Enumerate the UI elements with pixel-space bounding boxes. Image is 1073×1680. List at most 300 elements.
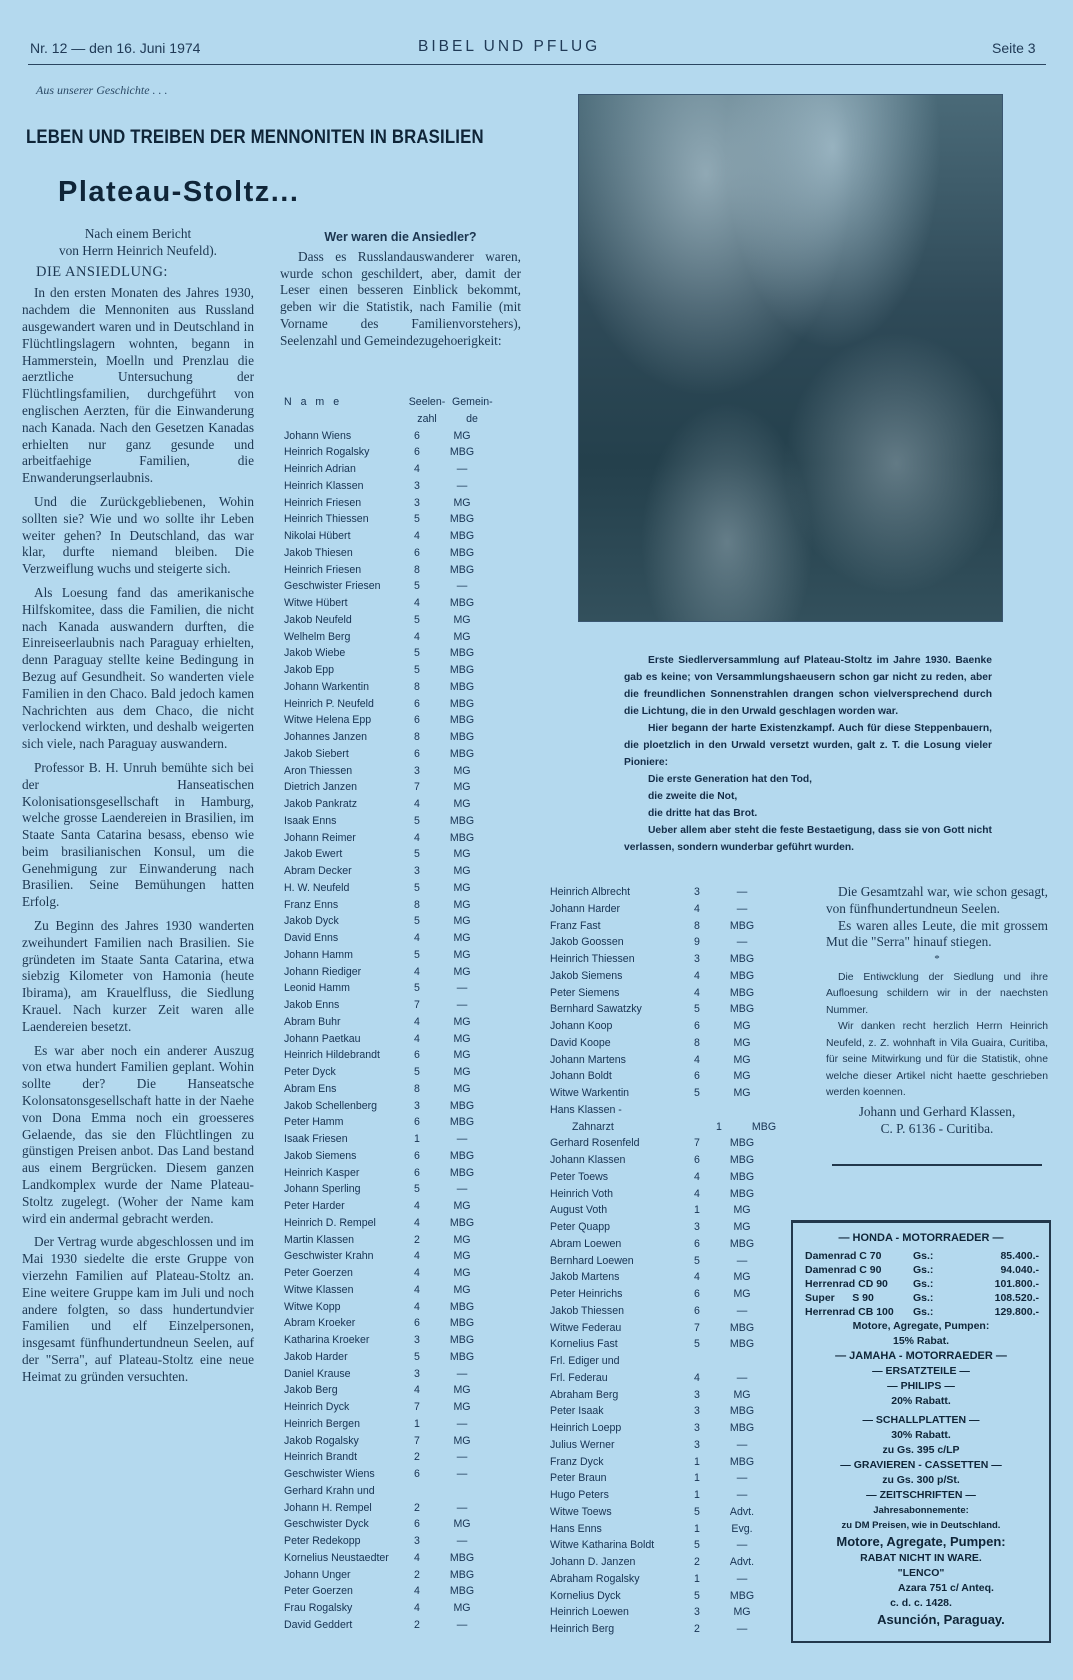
church-affiliation: — (456, 1468, 468, 1480)
table-row (284, 980, 492, 997)
church-affiliation: MG (733, 1204, 751, 1217)
settler-name: Heinrich P. Neufeld (284, 697, 374, 710)
church-affiliation: MBG (449, 747, 475, 760)
currency: Gs.: (913, 1292, 934, 1304)
church-affiliation: MG (453, 1384, 471, 1397)
ad-address: c. d. c. 1428. (890, 1597, 952, 1609)
souls-count: 4 (694, 969, 700, 982)
church-affiliation: — (736, 886, 748, 898)
church-affiliation: Evg. (731, 1522, 753, 1535)
souls-count: 6 (414, 429, 420, 442)
settler-name: Johann H. Rempel (284, 1501, 372, 1514)
settler-name: Heinrich Loepp (550, 1422, 622, 1434)
settlers-list-2 (550, 884, 792, 1638)
souls-count: 5 (414, 982, 420, 995)
table-row (284, 997, 492, 1014)
souls-count: 4 (414, 1384, 420, 1397)
settler-name: Jakob Siemens (284, 1149, 357, 1162)
souls-count: 4 (694, 1271, 700, 1284)
closing-paragraph: Es waren alles Leute, die mit grossem Mut die "Serra" hinauf stiegen. (826, 917, 1048, 950)
settler-name: Johann Reimer (284, 831, 356, 844)
signature-address: C. P. 6136 - Curitiba. (880, 1120, 994, 1136)
souls-count: 5 (414, 1183, 420, 1196)
souls-count: 3 (414, 1535, 420, 1547)
settler-name: Heinrich Rogalsky (284, 446, 370, 459)
church-affiliation: MG (453, 898, 471, 911)
church-affiliation: MG (453, 865, 471, 877)
settlers-table-1 (284, 394, 492, 1634)
settler-name: Jakob Wiebe (284, 647, 346, 660)
settler-name: Abram Loewen (550, 1237, 622, 1250)
settler-name: Witwe Katharina Boldt (550, 1539, 655, 1552)
table-row (284, 1081, 492, 1098)
table-row (284, 629, 492, 646)
souls-count: 6 (414, 446, 420, 459)
table-row (550, 1521, 792, 1538)
currency: Gs.: (913, 1306, 934, 1318)
paragraph: Professor B. H. Unruh bemühte sich bei der Hanseatischen Kolonisationsgesellschaft in Hamburg, welche grosse Laendereien in Brasilien, im Staate Santa Catarina besass, ebenso wie beim brasilianischen Konsul, um die Genehmigung zur Einwanderung nach Brasilien. Seine Bemühungen hatten Erfolg. (22, 759, 254, 910)
ad-company: "LENCO" (897, 1567, 945, 1579)
settler-name: Geschwister Friesen (284, 580, 381, 593)
settler-name: Julius Werner (550, 1438, 615, 1451)
church-affiliation: MBG (729, 919, 755, 932)
church-affiliation: MG (733, 1087, 751, 1099)
verse-line: die dritte hat das Brot. (648, 808, 758, 819)
table-row (550, 1269, 792, 1286)
table-row (284, 1617, 492, 1634)
settler-name: Heinrich Friesen (284, 496, 362, 509)
ad-line: — GRAVIEREN - CASSETTEN — (840, 1459, 1002, 1471)
church-affiliation: MG (453, 1032, 471, 1045)
settler-name: David Koope (550, 1036, 611, 1049)
souls-count: 3 (414, 865, 420, 877)
settler-name: Johann Wiens (284, 429, 352, 442)
table-row (284, 1433, 492, 1450)
settler-name: Hans Klassen - (550, 1103, 622, 1116)
souls-count: 3 (414, 1367, 420, 1380)
church-affiliation (714, 1353, 770, 1370)
souls-count: 4 (694, 1053, 700, 1066)
church-affiliation: MBG (449, 563, 475, 576)
photo-caption (624, 652, 992, 856)
closing-paragraph: Wir danken recht herzlich Herrn Heinrich Neufeld, z. Z. wohnhaft in Vila Guaira, Curitiba, für seine Mitwirkung und für die Statistik, ohne welche dieser Artikel nicht haette geschrieben werden koennen. (826, 1021, 1048, 1099)
church-affiliation: MG (453, 1082, 471, 1095)
church-affiliation: MBG (449, 446, 475, 459)
church-affiliation: MG (453, 1602, 471, 1614)
currency: Gs.: (913, 1250, 934, 1262)
church-affiliation: MG (453, 1283, 471, 1296)
church-affiliation: MBG (729, 1003, 755, 1016)
table-row (284, 813, 492, 830)
table-row (550, 1052, 792, 1069)
ad-line: Jahresabonnemente: (873, 1505, 969, 1516)
souls-count: 3 (694, 1405, 700, 1418)
church-affiliation: — (456, 1417, 468, 1430)
church-affiliation: — (456, 1535, 468, 1547)
table-row (550, 1353, 792, 1370)
church-affiliation (714, 1102, 770, 1119)
church-affiliation: MBG (449, 664, 475, 676)
model-name: Super S 90 (805, 1292, 874, 1304)
church-affiliation: MG (453, 915, 471, 928)
souls-count: 4 (414, 530, 420, 542)
table-row (284, 1516, 492, 1533)
souls-count: 2 (694, 1556, 700, 1568)
church-affiliation: MBG (449, 1166, 475, 1179)
column-header-church: Gemein- (452, 396, 493, 408)
currency: Gs.: (913, 1264, 934, 1276)
souls-count: 7 (694, 1321, 700, 1334)
table-row (550, 1403, 792, 1420)
settler-name: Witwe Kopp (284, 1300, 341, 1313)
settler-name: Jakob Goossen (550, 936, 624, 949)
church-affiliation: MG (453, 932, 471, 944)
settler-name: Gerhard Krahn und (284, 1484, 375, 1497)
souls-count: 4 (414, 1283, 420, 1296)
settler-name: Peter Goerzen (284, 1585, 353, 1598)
table-row (284, 1031, 492, 1048)
price-row (805, 1277, 1039, 1291)
church-affiliation: — (736, 902, 748, 915)
church-affiliation: MBG (449, 1116, 475, 1129)
table-row (284, 1198, 492, 1215)
price-value: 85.400.- (1000, 1250, 1039, 1262)
settler-name: Gerhard Rosenfeld (550, 1137, 640, 1150)
souls-count: 4 (414, 1300, 420, 1313)
church-affiliation: MBG (449, 831, 475, 844)
souls-count: 5 (414, 580, 420, 593)
settler-name: Witwe Helena Epp (284, 714, 372, 727)
table-row (550, 1186, 792, 1203)
settler-name: Peter Isaak (550, 1405, 604, 1418)
settler-name: Peter Braun (550, 1472, 607, 1485)
church-affiliation: MG (733, 1053, 751, 1066)
souls-count: 5 (694, 1254, 700, 1267)
table-row (284, 729, 492, 746)
settler-name: Johann Warkentin (284, 680, 369, 693)
souls-count: 1 (694, 1489, 700, 1501)
settler-name: Jakob Schellenberg (284, 1099, 378, 1112)
settler-name: Heinrich Thiessen (550, 953, 635, 965)
table-header (284, 394, 492, 411)
model-name: Herrenrad CD 90 (805, 1278, 888, 1290)
souls-count: 5 (694, 1003, 700, 1016)
church-affiliation: MG (453, 948, 471, 961)
table-row (284, 1600, 492, 1617)
ad-line: Motore, Agregate, Pumpen: (852, 1320, 990, 1332)
souls-count: 6 (694, 1154, 700, 1166)
table-row (550, 951, 792, 968)
table-row (550, 1336, 792, 1353)
souls-count: 1 (694, 1472, 700, 1485)
church-affiliation: MG (733, 1288, 751, 1300)
settler-name: Isaak Friesen (284, 1133, 348, 1145)
church-affiliation: MG (453, 1015, 471, 1028)
souls-count: 6 (414, 714, 420, 727)
souls-count: 3 (694, 1422, 700, 1434)
table-row (284, 1349, 492, 1366)
table-row (284, 880, 492, 897)
souls-count: 5 (694, 1539, 700, 1552)
settler-name: David Enns (284, 932, 339, 944)
table-row (284, 796, 492, 813)
price-value: 129.800.- (994, 1306, 1039, 1318)
table-row (284, 679, 492, 696)
settler-name: Peter Toews (550, 1170, 609, 1183)
church-affiliation: MBG (449, 1099, 475, 1112)
souls-count: 1 (694, 1455, 700, 1468)
souls-count: 3 (694, 1606, 700, 1619)
souls-count: 4 (414, 932, 420, 944)
table-row (284, 830, 492, 847)
ad-big-line: Motore, Agregate, Pumpen: (836, 1534, 1006, 1549)
settler-name: Johann Unger (284, 1568, 351, 1581)
table-row (284, 964, 492, 981)
settler-name: Jakob Dyck (284, 915, 339, 928)
settler-name: Geschwister Dyck (284, 1518, 369, 1531)
souls-count: 1 (414, 1133, 420, 1145)
paragraph: Als Loesung fand das amerikanische Hilfskomitee, dass die Familien, die nicht nach Kanada auswandern durften, die Einreiseerlaubnis nach Paraguay erhielten, denn Paraguay stellte keine Bedingung in Bezug auf Gesundheit. So wanderten viele Familien in den Chaco. Bald jedoch kamen Nachrichten aus dem Chaco, die nicht verlockend wirkten, und deshalb weigerten sich viele, nach Paraguay auswandern. (22, 584, 254, 752)
souls-count: 6 (694, 1237, 700, 1250)
settler-name: Hans Enns (550, 1522, 602, 1535)
church-affiliation: MBG (729, 1338, 755, 1351)
settler-name: Leonid Hamm (284, 982, 350, 995)
settler-name: Johann D. Janzen (550, 1556, 636, 1568)
settler-name: Johann Harder (550, 902, 621, 915)
church-affiliation: MG (453, 798, 471, 810)
table-row (284, 846, 492, 863)
souls-count: 3 (414, 1099, 420, 1112)
souls-count: 5 (694, 1087, 700, 1099)
table-row (284, 696, 492, 713)
settler-name: Heinrich Albrecht (550, 886, 631, 898)
table-row (284, 1265, 492, 1282)
souls-count: 5 (694, 1338, 700, 1351)
souls-count: 4 (414, 630, 420, 643)
church-affiliation: MBG (449, 680, 475, 693)
church-affiliation: MG (453, 848, 471, 861)
church-affiliation: Advt. (729, 1505, 755, 1518)
church-affiliation: MG (453, 1233, 471, 1246)
souls-count (680, 1353, 714, 1370)
church-affiliation: — (736, 1539, 748, 1552)
paragraph: In den ersten Monaten des Jahres 1930, nachdem die Mennoniten aus Russland ausgewandert waren und in Deutschland in Flüchtlingslagern wohnten, begann in Hammerstein, Moelln und Prenzlau die aerztliche Untersuchung der Flüchtlingsfamilien, durchgeführt von englischen Aerzten, für die Einwanderung nach Kanada. Nach den Gesetzen Kanadas erhielten nur ganz gesunde und arbeitfaehige Familien, die Enwanderungserlaubnis. (22, 285, 254, 486)
church-affiliation: MG (453, 613, 471, 626)
settler-name: Peter Goerzen (284, 1267, 353, 1279)
settler-name: Jakob Pankratz (284, 798, 358, 810)
table-row (550, 1085, 792, 1102)
souls-count: 2 (414, 1451, 420, 1464)
church-affiliation: MBG (449, 530, 475, 542)
church-affiliation: MG (733, 1070, 751, 1083)
paragraph: Der Vertrag wurde abgeschlossen und im Mai 1930 siedelte die erste Gruppe von vierzehn Familien auf Plateau-Stoltz an. Eine weitere Gruppe kam im Juli und noch andere folgten, so dass hundertundvier Familien und elf Einzelpersonen, insgesamt fünfhundertundneun Seelen, auf der "Serra", auf Plateau-Stoltz eine neue Heimat zu gründen versuchten. (22, 1234, 254, 1384)
table-row (284, 1014, 492, 1031)
church-affiliation: MG (453, 1434, 471, 1447)
table-row (550, 1152, 792, 1169)
souls-count: 7 (414, 1434, 420, 1447)
souls-count: 6 (414, 1468, 420, 1480)
caption-text: Ueber allem aber steht die feste Bestaetigung, dass sie von Gott nicht verlassen, sondern wunderbar geführt wurden. (624, 825, 992, 853)
church-affiliation: — (736, 1472, 748, 1485)
church-affiliation: MBG (729, 1187, 755, 1200)
model-name: Herrenrad CB 100 (805, 1306, 894, 1318)
table-row (284, 1550, 492, 1567)
souls-count: 4 (414, 965, 420, 978)
church-affiliation: — (456, 1451, 468, 1464)
settler-name: Franz Fast (550, 919, 601, 932)
souls-count: 5 (414, 881, 420, 894)
table-row (550, 1537, 792, 1554)
church-affiliation: MBG (449, 697, 475, 710)
source-line: Nach einem Bericht (84, 226, 192, 241)
church-affiliation: MBG (729, 1321, 755, 1334)
table-row (550, 901, 792, 918)
settler-name: Jakob Neufeld (284, 613, 352, 626)
settler-name: Heinrich Friesen (284, 563, 362, 576)
souls-count: 4 (694, 902, 700, 915)
settlers-table-2 (550, 884, 792, 1638)
settler-name: Johann Klassen (550, 1154, 626, 1166)
souls-count: 4 (694, 986, 700, 999)
church-affiliation: MG (733, 1036, 751, 1049)
ad-line: zu DM Preisen, wie in Deutschland. (841, 1520, 1001, 1531)
settler-name: Heinrich Brandt (284, 1451, 358, 1464)
settler-name: Kornelius Fast (550, 1338, 618, 1351)
ad-title: — HONDA - MOTORRAEDER — (838, 1232, 1004, 1244)
settler-name: Witwe Federau (550, 1321, 622, 1334)
church-affiliation: MBG (729, 1589, 755, 1602)
closing-block (826, 884, 1048, 1166)
table-row (550, 1588, 792, 1605)
souls-count: 6 (414, 697, 420, 710)
church-affiliation: — (736, 1489, 748, 1501)
settler-name: Johann Boldt (550, 1070, 612, 1083)
table-row (550, 1219, 792, 1236)
separator-asterisk: * (934, 953, 940, 966)
settler-name: Peter Dyck (284, 1066, 336, 1078)
church-affiliation: MG (453, 1267, 471, 1279)
price-value: 101.800.- (994, 1278, 1039, 1290)
table-row (284, 947, 492, 964)
souls-count: 4 (414, 831, 420, 844)
settler-name: Jakob Thiesen (284, 546, 353, 559)
table-row (284, 1567, 492, 1584)
settler-name: Hugo Peters (550, 1489, 609, 1501)
table-row (284, 612, 492, 629)
settlers-intro: Dass es Russlandauswanderer waren, wurde schon geschildert, aber, damit der Leser einen besseren Einblick bekommt, geben wir die Statistik, nach Familie (mit Vorname des Familienvorstehers), Seelenzahl und Gemeindezugehoerigkeit: (280, 248, 521, 348)
settler-name: Kornelius Neustaedter (284, 1551, 389, 1564)
table-row (284, 1215, 492, 1232)
table-row (284, 1332, 492, 1349)
settler-name: Peter Hamm (284, 1116, 344, 1129)
table-row (550, 934, 792, 951)
souls-count: 6 (414, 1149, 420, 1162)
table-row (550, 1621, 792, 1638)
souls-count: 1 (694, 1572, 700, 1585)
section-heading: DIE ANSIEDLUNG: (36, 263, 168, 280)
settler-name: Geschwister Wiens (284, 1468, 375, 1480)
table-row (284, 1248, 492, 1265)
column-header-souls: Seelen- (408, 396, 446, 408)
church-affiliation: MBG (449, 1300, 475, 1313)
table-row (550, 1135, 792, 1152)
souls-count: 2 (694, 1623, 700, 1635)
settler-name: Franz Enns (284, 898, 339, 911)
table-row (550, 1102, 792, 1119)
church-affiliation: — (456, 1618, 468, 1631)
souls-count: 2 (414, 1501, 420, 1514)
settler-name: Isaak Enns (284, 814, 337, 827)
church-affiliation: — (736, 1572, 748, 1585)
church-affiliation: MBG (449, 546, 475, 559)
settlers-list-1 (284, 428, 492, 1634)
price-value: 94.040.- (1000, 1264, 1039, 1276)
settler-name: Abraham Rogalsky (550, 1572, 640, 1585)
settler-name: Heinrich Kasper (284, 1166, 360, 1179)
settler-name: Dietrich Janzen (284, 781, 358, 794)
settler-name: David Geddert (284, 1618, 353, 1631)
church-affiliation: MBG (449, 647, 475, 660)
settler-name: Johannes Janzen (284, 731, 368, 743)
settler-name: Witwe Klassen (284, 1283, 354, 1296)
table-row (284, 1399, 492, 1416)
settler-name: Johann Hamm (284, 948, 353, 961)
church-affiliation: MBG (449, 714, 475, 727)
settler-name: Frl. Ediger und (550, 1355, 620, 1367)
column-header-name: N a m e (284, 396, 343, 408)
church-affiliation: — (736, 1254, 748, 1267)
souls-count: 3 (414, 479, 420, 492)
souls-count: 1 (694, 1522, 700, 1535)
settler-name: Jakob Siemens (550, 969, 623, 982)
souls-count: 6 (414, 546, 420, 559)
souls-count: 5 (694, 1589, 700, 1602)
church-affiliation: MBG (729, 1237, 755, 1250)
table-row (550, 1487, 792, 1504)
souls-count: 4 (414, 1250, 420, 1263)
settler-name: H. W. Neufeld (284, 881, 350, 894)
paragraph: Und die Zurückgebliebenen, Wohin sollten sie? Wie und wo sollte ihr Leben weiter gehen? In Deutschland, das war klar, durfte niemand bleiben. Die Verzweiflung wuchs und steigerte sich. (22, 493, 254, 577)
church-affiliation: MG (453, 630, 471, 643)
table-row (550, 1236, 792, 1253)
souls-count: 4 (694, 1170, 700, 1183)
church-affiliation: MBG (449, 731, 475, 743)
table-row (550, 1035, 792, 1052)
church-affiliation: MG (453, 781, 471, 794)
table-row (284, 1181, 492, 1198)
souls-count: 5 (414, 915, 420, 928)
verse-line: die zweite die Not, (648, 791, 738, 802)
church-affiliation: MBG (449, 1350, 475, 1363)
settler-name: Jakob Ewert (284, 848, 343, 861)
church-affiliation: — (456, 1501, 468, 1514)
church-affiliation: MG (733, 1606, 751, 1619)
ad-address: Azara 751 c/ Anteq. (898, 1582, 994, 1594)
souls-count: 5 (414, 948, 420, 961)
church-affiliation: MBG (449, 513, 475, 526)
church-affiliation: MBG (449, 1216, 475, 1229)
table-row (284, 1315, 492, 1332)
table-row (284, 1114, 492, 1131)
settler-name: Bernhard Sawatzky (550, 1003, 642, 1016)
souls-count: 6 (414, 1518, 420, 1531)
table-row (284, 1047, 492, 1064)
settler-name: Katharina Kroeker (284, 1334, 370, 1346)
church-affiliation: MBG (449, 597, 475, 609)
settler-name: Heinrich Bergen (284, 1417, 360, 1430)
ad-line: — JAMAHA - MOTORRAEDER — (835, 1350, 1007, 1362)
church-affiliation: MG (453, 965, 471, 978)
